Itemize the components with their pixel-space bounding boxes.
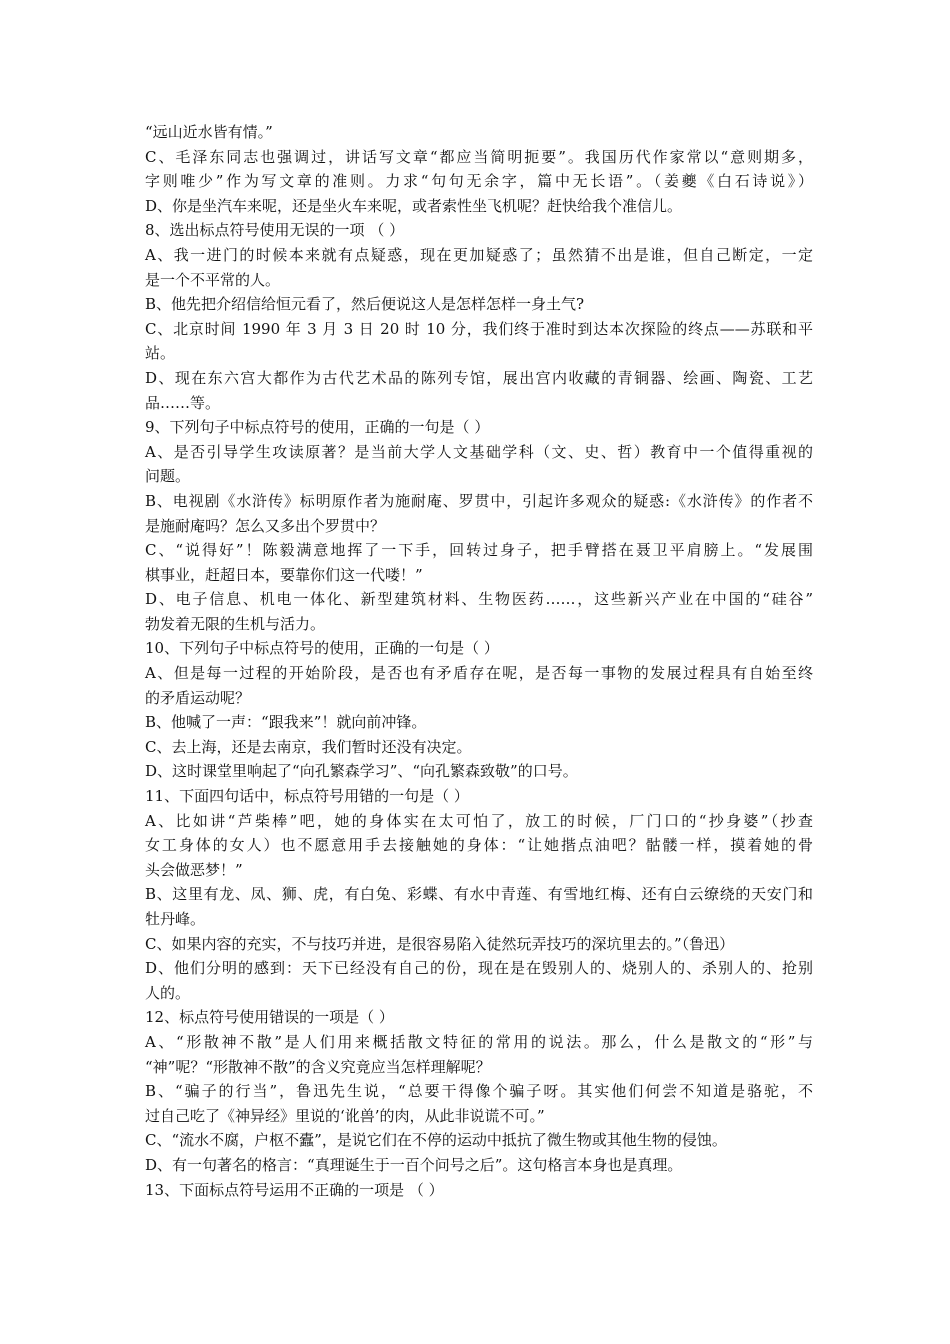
text-line: 问题。	[145, 467, 191, 486]
text-line: A、“形散神不散”是人们用来概括散文特征的常用的说法。那么，什么是散文的“形”与	[145, 1032, 813, 1051]
text-line: 的矛盾运动呢？	[145, 688, 251, 707]
text-line: 是施耐庵吗？怎么又多出个罗贯中？	[145, 516, 386, 535]
text-line: D、有一句著名的格言：“真理诞生于一百个问号之后”。这句格言本身也是真理。	[145, 1155, 683, 1174]
question-heading: 10、下列句子中标点符号的使用，正确的一句是（ ）	[145, 639, 499, 658]
text-line: B、他先把介绍信给恒元看了，然后便说这人是怎样怎样一身土气?	[145, 295, 585, 314]
text-line: 头会做恶梦！”	[145, 860, 243, 879]
question-heading: 8、选出标点符号使用无误的一项 （ ）	[145, 221, 405, 240]
document-page	[145, 120, 813, 1202]
text-line: 过自己吃了《神异经》里说的‘讹兽’的肉，从此非说谎不可。”	[145, 1106, 545, 1125]
text-line: B、“骗子的行当”，鲁迅先生说，“总要干得像个骗子呀。其实他们何尝不知道是骆驼，不	[145, 1082, 813, 1101]
text-line: D、他们分明的感到：天下已经没有自己的份，现在是在毁别人的、烧别人的、杀别人的、抢别	[145, 959, 813, 978]
text-line: A、是否引导学生攻读原著？是当前大学人文基础学科（文、史、哲）教育中一个值得重视的	[145, 442, 813, 461]
text-line: 勃发着无限的生机与活力。	[145, 614, 326, 633]
text-line: 棋事业，赶超日本，要靠你们这一代喽！”	[145, 565, 423, 584]
question-heading: 11、下面四句话中，标点符号用错的一句是（ ）	[145, 787, 469, 806]
text-line: C、如果内容的充实，不与技巧并进，是很容易陷入徒然玩弄技巧的深坑里去的。”（鲁迅）	[145, 934, 735, 953]
text-line: C、去上海，还是去南京，我们暂时还没有决定。	[145, 737, 472, 756]
question-heading: 13、下面标点符号运用不正确的一项是 （ ）	[145, 1180, 444, 1199]
text-line: 女工身体的女人）也不愿意用手去接触她的身体：“让她揩点油吧？骷髅一样，摸着她的骨	[145, 836, 813, 855]
text-line: D、现在东六宫大都作为古代艺术品的陈列专馆，展出宫内收藏的青铜器、绘画、陶瓷、工艺	[145, 368, 813, 387]
question-heading: 12、标点符号使用错误的一项是（ ）	[145, 1008, 394, 1027]
text-line: 字则唯少”作为写文章的准则。力求“句句无余字，篇中无长语”。（姜夔《白石诗说》）	[145, 172, 813, 191]
text-line: A、我一进门的时候本来就有点疑惑，现在更加疑惑了；虽然猜不出是谁，但自己断定，一定	[145, 245, 813, 264]
question-heading: 9、下列句子中标点符号的使用，正确的一句是（ ）	[145, 418, 490, 437]
text-line: A、比如讲“芦柴棒”吧，她的身体实在太可怕了，放工的时候，厂门口的“抄身婆”（抄查	[145, 811, 813, 830]
text-line: “神”呢？“形散神不散”的含义究竟应当怎样理解呢？	[145, 1057, 491, 1076]
text-line: C、毛泽东同志也强调过，讲话写文章“都应当简明扼要”。我国历代作家常以“意则期多，	[145, 147, 813, 166]
text-line: 品……等。	[145, 393, 221, 412]
text-line: D、这时课堂里响起了“向孔繁森学习”、“向孔繁森致敬”的口号。	[145, 762, 578, 781]
text-line: 牡丹峰。	[145, 910, 206, 928]
text-line: 是一个不平常的人。	[145, 270, 281, 289]
text-line: 站。	[145, 344, 176, 363]
text-line: B、他喊了一声：“跟我来”！就向前冲锋。	[145, 713, 427, 732]
text-line: D、电子信息、机电一体化、新型建筑材料、生物医药……，这些新兴产业在中国的“硅谷”	[145, 590, 813, 609]
text-line: “远山近水皆有情。”	[145, 123, 273, 141]
text-line: B、电视剧《水浒传》标明原作者为施耐庵、罗贯中，引起许多观众的疑惑:《水浒传》的作者不	[145, 491, 813, 510]
text-line: C、“说得好”！陈毅满意地挥了一下手，回转过身子，把手臂搭在聂卫平肩膀上。“发展围	[145, 541, 813, 560]
text-line: C、“流水不腐，户枢不蠹”，是说它们在不停的运动中抵抗了微生物或其他生物的侵蚀。	[145, 1131, 727, 1150]
text-line: B、这里有龙、凤、狮、虎，有白兔、彩蝶、有水中青莲、有雪地红梅、还有白云缭绕的天安门和	[145, 885, 813, 904]
text-line: D、你是坐汽车来呢，还是坐火车来呢，或者索性坐飞机呢？赶快给我个准信儿。	[145, 196, 683, 215]
text-line: 人的。	[145, 983, 191, 1002]
text-line: A、但是每一过程的开始阶段，是否也有矛盾存在呢，是否每一事物的发展过程具有自始至终	[145, 664, 813, 683]
text-line: C、北京时间 1990 年 3 月 3 日 20 时 10 分，我们终于准时到达本次探险的终点——苏联和平	[145, 319, 813, 338]
